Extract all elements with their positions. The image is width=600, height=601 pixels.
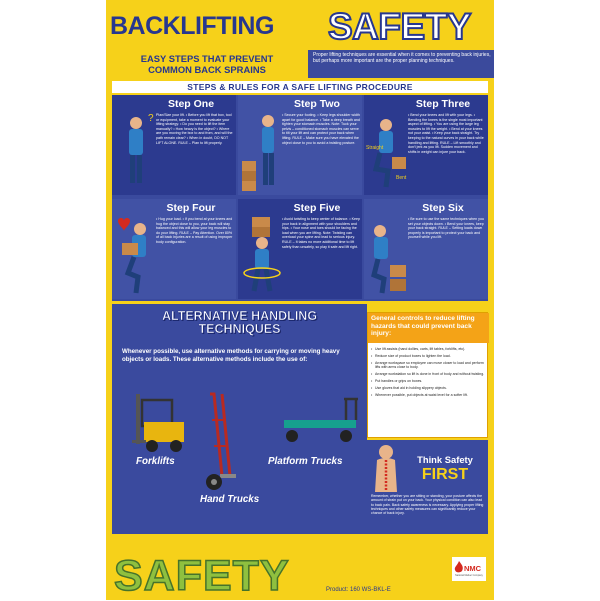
platform-truck-icon bbox=[278, 396, 362, 446]
list-item: • Put handles or grips on boxes. bbox=[371, 379, 487, 383]
alternative-handling-heading bbox=[112, 310, 367, 336]
step-two-card bbox=[238, 95, 362, 195]
think-safety-title: Think Safety bbox=[417, 454, 473, 465]
nmc-logo-subtext: National Marker Company bbox=[455, 574, 483, 577]
setting-down-load-icon bbox=[366, 213, 410, 297]
step-text: • Bend your knees and lift with your legs. • Bending the knees is the single most important aspect of lifting. • You are using the large leg muscles to lift the weight. • Bend at your knees not your waist. • Keep your back straight. Try keeping to the natural curves in your back while handling and lifting. RULE – Lift smoothly and don't jerk as you lift. Sudden movement and shifts in weight can injure your back. bbox=[408, 113, 484, 154]
platform-trucks-label: Platform Trucks bbox=[268, 456, 343, 467]
list-item: • Reduce size of product boxes to lighten the load. bbox=[371, 354, 487, 358]
footer-safety-title: SAFETY bbox=[114, 552, 290, 600]
alternative-handling-section bbox=[112, 304, 367, 534]
standing-worker-boxes-icon bbox=[240, 109, 284, 193]
list-item: • Arrange workspace so employee can move closer to load and perform lifts with arms close to body. bbox=[371, 361, 487, 370]
alternative-heading-line-2: TECHNIQUES bbox=[198, 322, 281, 336]
nmc-flame-icon bbox=[454, 561, 464, 573]
subtitle-heading bbox=[106, 50, 308, 78]
step-six-card bbox=[364, 199, 488, 299]
spine-icon bbox=[371, 444, 401, 494]
forklift-icon bbox=[132, 390, 194, 454]
svg-text:?: ? bbox=[148, 113, 154, 124]
step-title: Step Three bbox=[415, 98, 471, 110]
step-text: • Hug your load. • If you bend at your knees and hug the object close to you, your back will stay balanced and this will allow your leg muscles to do your lifting. RULE – Pay Attention. Over 80% of all back injuries are a result of using improper body configuration. bbox=[156, 217, 233, 244]
title-backlifting: BACKLIFTING bbox=[110, 12, 274, 40]
steps-header: STEPS & RULES FOR A SAFE LIFTING PROCEDURE bbox=[112, 81, 488, 93]
think-safety-first: FIRST bbox=[421, 466, 469, 483]
alternative-intro-text: Whenever possible, use alternative methods for carrying or moving heavy objects or loads. These alternative methods include the use of: bbox=[122, 348, 340, 363]
step-text: • Avoid twisting to keep center of balance. • Keep your back in alignment with your shoulders and hips. • Your nose and toes should be facing the load when you are lifting. Note: Twisting can overload your spine and lead to serious injury. RULE – It takes no more additional time to lift safely than unsafely, so play it safe and lift right. bbox=[282, 217, 360, 249]
step-text: • Be sure to use the same techniques when you set your objects down. • Bend your knees, keep your back straight. RULE – Setting loads down properly is important to protect your back and yourself while you lift. bbox=[408, 217, 484, 240]
list-item: • Whenever possible, put objects at waist level for a softer lift. bbox=[371, 393, 487, 397]
forklifts-label: Forklifts bbox=[136, 456, 175, 467]
svg-text:Bent: Bent bbox=[396, 175, 407, 181]
twisting-worker-icon bbox=[240, 213, 284, 297]
step-text: Plan/Size your lift. • Before you lift that box, tool or equipment, take a moment to evaluate your lifting strategy: • Do you need to lift the item manually? • How heavy is the object? • Where are you moving the box to and from, and will the path remain clear? • When in doubt, DO NOT LIFT ALONE. RULE – Plan to lift properly. bbox=[156, 113, 233, 145]
poster-title bbox=[110, 6, 490, 48]
list-item: • Use gloves that aid in holding slippery objects. bbox=[371, 386, 487, 390]
think-safety-text: Remember, whether you are sitting or standing, your posture affects the amount of strain put on your back. Your physical condition can also lead to back pain. Back safety awareness is necessary. Applying proper lifting techniques and other safety measures can significantly reduce your chance of back injury. bbox=[371, 494, 484, 516]
step-title: Step Five bbox=[293, 202, 341, 214]
subtitle-intro: Proper lifting techniques are essential when it comes to preventing back injuries, but perhaps more important are the proper planning techniques. bbox=[313, 52, 491, 65]
bending-worker-icon bbox=[366, 109, 410, 193]
step-text: • Secure your footing. • Keep legs shoulder width apart for good balance. • Take a deep breath and tighten your stomach muscles. Note: Tuck your pelvis – conditioned stomach muscles can serve to tilt your lift and can protect your back when lifting. RULE – Make sure you have elevated the object close to you to avoid a twisting posture. bbox=[282, 113, 360, 145]
product-code: Product: 160 WS-BKL-E bbox=[326, 587, 391, 593]
thinking-worker-icon bbox=[114, 109, 158, 193]
nmc-logo bbox=[452, 557, 486, 581]
think-safety-panel bbox=[367, 440, 488, 534]
title-safety: SAFETY bbox=[328, 6, 471, 47]
subtitle-line-1: EASY STEPS THAT PREVENT bbox=[140, 53, 274, 64]
step-five-card bbox=[238, 199, 362, 299]
step-one-card bbox=[112, 95, 236, 195]
step-four-card bbox=[112, 199, 236, 299]
subtitle-banner bbox=[106, 50, 494, 78]
nmc-logo-text: NMC bbox=[464, 564, 482, 573]
step-title: Step One bbox=[167, 98, 215, 110]
hand-truck-icon bbox=[200, 390, 240, 496]
step-title: Step Six bbox=[422, 202, 464, 214]
svg-text:Straight: Straight bbox=[366, 145, 384, 151]
general-controls-heading: General controls to reduce lifting hazards that could prevent back injury: bbox=[368, 313, 489, 343]
subtitle-line-2: COMMON BACK SPRAINS bbox=[148, 64, 266, 75]
steps-grid bbox=[112, 95, 488, 301]
list-item: • Arrange workstation so lift is done in front of body and without twisting. bbox=[371, 372, 487, 376]
list-item: • Use lift assists (hand dollies, carts, lift tables, forklifts, etc). bbox=[371, 347, 487, 351]
step-title: Step Four bbox=[166, 202, 216, 214]
general-controls-panel bbox=[367, 312, 488, 438]
alternative-heading-line-1: ALTERNATIVE HANDLING bbox=[161, 309, 318, 323]
hugging-load-icon bbox=[114, 213, 158, 297]
step-title: Step Two bbox=[294, 98, 340, 110]
step-three-card bbox=[364, 95, 488, 195]
hand-trucks-label: Hand Trucks bbox=[200, 494, 260, 505]
general-controls-list bbox=[371, 347, 487, 400]
